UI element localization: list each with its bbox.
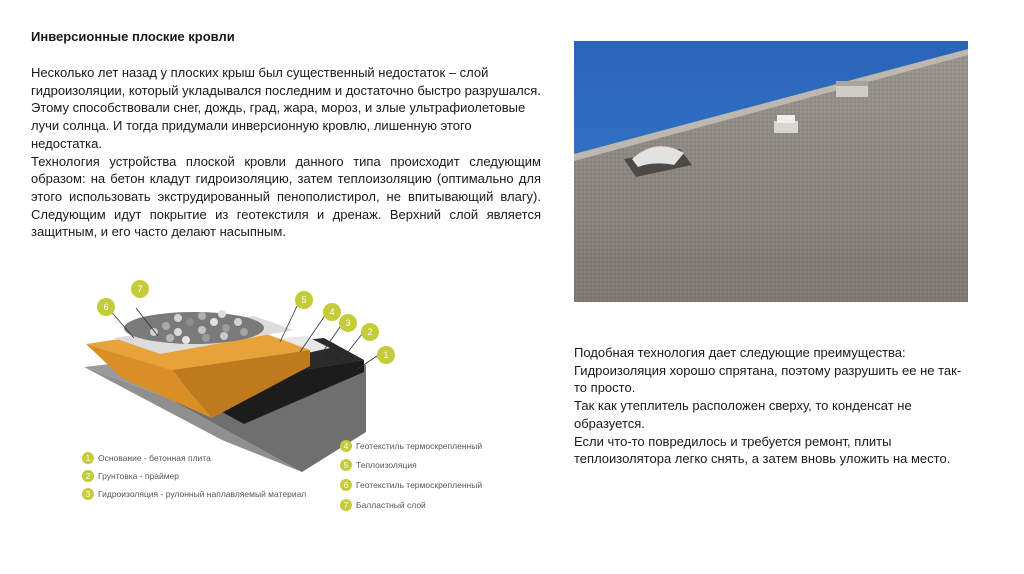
legend-item-6: Геотекстиль термоскрепленный (356, 480, 483, 490)
legend-item-7: Балластный слой (356, 500, 426, 510)
callout-3 (339, 314, 357, 332)
svg-text:3: 3 (85, 490, 91, 499)
legend-right (340, 440, 482, 511)
svg-text:5: 5 (301, 295, 307, 305)
callout-2 (361, 323, 379, 341)
svg-text:7: 7 (137, 284, 143, 294)
svg-text:2: 2 (85, 472, 91, 481)
intro-paragraph-2: Технология устройства плоской кровли данного типа происходит следующим образом: на бетон кладут гидроизоляцию, затем теплоизоляцию (оптимально для этого использовать экструдированный пенополистирол, не впитывающий влагу). Следующим идут покрытие из геотекстиля и дренаж. Верхний слой является защитным, и его часто делают насыпным. (31, 153, 541, 240)
callout-5 (295, 291, 313, 309)
svg-text:6: 6 (343, 481, 349, 490)
intro-paragraph-1: Несколько лет назад у плоских крыш был существенный недостаток – слой гидроизоляции, который укладывался последним и достаточно быстро разрушался. Этому способствовали снег, дождь, град, жара, мороз, и злые ультрафиолетовые лучи солнца. И тогда придумали инверсионную кровлю, лишенную этого недостатка. (31, 65, 541, 151)
callout-1 (377, 346, 395, 364)
legend-item-1: Основание - бетонная плита (98, 453, 211, 463)
callout-7 (131, 280, 149, 298)
legend-item-5: Теплоизоляция (356, 460, 417, 470)
svg-text:4: 4 (329, 307, 335, 317)
intro-text (31, 64, 541, 241)
gravel-ballast (124, 310, 264, 344)
legend-item-4: Геотекстиль термоскрепленный (356, 441, 483, 451)
slide-title: Инверсионные плоские кровли (31, 29, 235, 44)
flat-roof-photo (574, 41, 968, 302)
advantages-intro: Подобная технология дает следующие преимущества: (574, 345, 906, 360)
legend-item-3: Гидроизоляция - рулонный наплавляемый материал (98, 489, 307, 499)
svg-text:6: 6 (103, 302, 109, 312)
inverted-roof-diagram (74, 272, 534, 512)
advantages-text (574, 344, 974, 468)
svg-text:7: 7 (343, 501, 349, 510)
legend-item-2: Грунтовка - праймер (98, 471, 180, 481)
svg-text:4: 4 (343, 442, 349, 451)
roof-vent-box (836, 81, 868, 97)
roof-vent-small (774, 115, 798, 133)
advantage-item-1: Гидроизоляция хорошо спрятана, поэтому разрушить ее не так-то просто. (574, 362, 962, 396)
svg-text:2: 2 (367, 327, 373, 337)
svg-text:1: 1 (383, 350, 389, 360)
svg-text:3: 3 (345, 318, 351, 328)
svg-text:1: 1 (85, 454, 91, 463)
callout-6 (97, 298, 115, 316)
svg-text:5: 5 (343, 461, 349, 470)
advantage-item-2: Так как утеплитель расположен сверху, то конденсат не образуется. (574, 398, 912, 431)
callout-4 (323, 303, 341, 321)
advantage-item-3: Если что-то повредилось и требуется ремонт, плиты теплоизолятора легко снять, а затем вновь уложить на место. (574, 433, 951, 467)
